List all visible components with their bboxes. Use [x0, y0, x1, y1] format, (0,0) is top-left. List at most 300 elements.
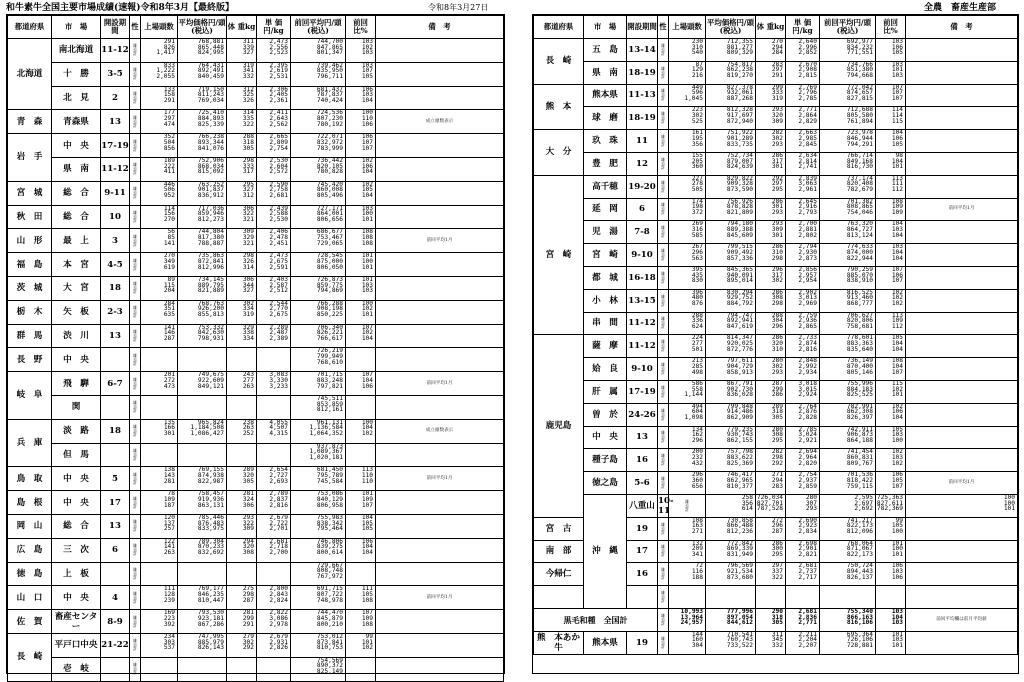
ratio-cell-value: 102 — [361, 644, 373, 652]
ratio-cell-value: 102 — [891, 459, 903, 467]
sex-label: 雄 — [133, 400, 137, 406]
ratio-cell-value: 108 — [891, 197, 903, 205]
ratio-cell — [876, 380, 906, 403]
ratio-cell-value: 99 — [365, 632, 373, 640]
market-cell: 球 磨 — [584, 107, 627, 130]
market-cell: 串 間 — [584, 312, 627, 335]
price-cell-value: 749,675 — [197, 371, 224, 379]
unit-price-cell-value — [257, 669, 288, 675]
ratio-cell-value: 115 — [891, 117, 903, 125]
previous-price-cell-value: 742,911 — [846, 425, 873, 433]
price-cell — [178, 62, 227, 86]
sex-label: 雄 — [133, 638, 137, 644]
previous-price-cell-value: 822,173 — [846, 550, 873, 558]
count-cell — [669, 84, 706, 107]
ratio-cell-value: 101 — [891, 391, 903, 399]
price-cell-value: 884,893 — [197, 115, 224, 123]
weight-cell-value: 263 — [242, 382, 254, 390]
previous-price-cell-value: 753,086 — [316, 490, 343, 498]
previous-price-cell-value: 787,837 — [316, 91, 343, 99]
price-cell-value: 777,996 — [726, 607, 753, 615]
price-cell — [706, 39, 756, 62]
weight-cell — [227, 491, 257, 515]
sex-label: 雄 — [133, 614, 137, 620]
period-cell — [101, 657, 130, 681]
sex-label: 計 — [685, 506, 689, 512]
market-cell: 宮 古 — [534, 517, 584, 540]
unit-price-cell — [257, 348, 291, 372]
ratio-cell — [346, 39, 376, 63]
price-cell — [178, 110, 227, 134]
previous-price-cell — [291, 62, 346, 86]
ratio-cell — [346, 419, 376, 443]
weight-cell-value: 306 — [242, 204, 254, 212]
price-cell-value: 824,995 — [197, 49, 224, 57]
unit-price-cell-value: 2,785 — [798, 94, 817, 102]
weight-cell-value: 334 — [242, 334, 254, 342]
table-row — [8, 443, 504, 467]
unit-price-cell — [257, 538, 291, 562]
table-row — [534, 403, 1018, 426]
count-cell-value: 85 — [167, 234, 175, 242]
price-cell-value: 923,181 — [197, 614, 224, 622]
sex-label: 計 — [133, 75, 137, 81]
count-cell-value — [141, 360, 175, 366]
price-cell — [706, 221, 756, 244]
count-cell — [669, 380, 706, 403]
ratio-cell-value: 102 — [361, 156, 373, 164]
ratio-cell-value: 108 — [361, 620, 373, 628]
previous-price-cell — [291, 467, 346, 491]
weight-cell-value: 294 — [771, 476, 783, 484]
remarks-cell — [376, 657, 504, 681]
col-market: 市 場 — [584, 16, 627, 39]
ratio-cell-value: 107 — [361, 138, 373, 146]
count-cell — [669, 221, 706, 244]
sex-label: 雄 — [661, 635, 665, 641]
sex-cell — [130, 538, 141, 562]
price-cell — [178, 395, 227, 419]
count-cell-value: 301 — [163, 430, 175, 438]
ratio-cell — [346, 348, 376, 372]
count-cell-value: 108 — [691, 516, 703, 524]
count-cell-value — [141, 669, 175, 675]
previous-price-cell — [291, 253, 346, 277]
sex-label: 雄 — [133, 43, 137, 49]
sex-cell — [130, 110, 141, 134]
remarks-cell — [906, 312, 1018, 335]
previous-price-cell-value: 883,363 — [846, 340, 873, 348]
weight-cell — [227, 181, 257, 205]
prefecture-cell: 青 森 — [8, 110, 52, 134]
sex-cell — [130, 633, 141, 657]
previous-price-cell-value: 681,450 — [316, 466, 343, 474]
sex-label: 雄 — [661, 407, 665, 413]
previous-price-cell-value: 754,046 — [846, 208, 873, 216]
prefecture-cell: 岡 山 — [8, 514, 52, 538]
sex-label: 去 — [661, 388, 665, 394]
count-cell — [141, 443, 178, 467]
remarks-cell — [376, 562, 504, 586]
unit-price-cell-value: 2,361 — [269, 96, 288, 104]
weight-cell-value: 296 — [771, 322, 783, 330]
count-cell-value: 169 — [163, 609, 175, 617]
sex-label: 計 — [661, 347, 665, 353]
prefecture-cell: 沖 縄 — [584, 494, 627, 608]
ratio-cell-value: 104 — [891, 613, 903, 621]
ratio-cell-value: 101 — [361, 311, 373, 319]
market-cell: 総 合 — [52, 205, 101, 229]
previous-price-cell-value: 755,996 — [846, 379, 873, 387]
price-cell — [178, 324, 227, 348]
period-cell: 4-5 — [101, 253, 130, 277]
previous-price-cell-value: 1,020,181 — [309, 453, 343, 461]
period-cell — [627, 586, 658, 609]
remarks-cell — [376, 39, 504, 63]
ratio-cell-value: 104 — [891, 248, 903, 256]
unit-price-cell — [257, 395, 291, 419]
ratio-cell-value: 103 — [891, 454, 903, 462]
price-cell-value: 845,365 — [726, 265, 753, 273]
weight-cell-value: 281 — [242, 490, 254, 498]
sex-label: 計 — [133, 146, 137, 152]
count-cell-value: 356 — [691, 140, 703, 148]
ratio-cell-value: 101 — [891, 630, 903, 638]
unit-price-cell — [786, 335, 820, 358]
weight-cell-value: 286 — [771, 243, 783, 251]
ratio-cell-value: 103 — [891, 60, 903, 68]
unit-price-cell-value: 2,934 — [798, 368, 817, 376]
sex-label: 雄 — [661, 270, 665, 276]
previous-price-cell-value: 906,873 — [846, 431, 873, 439]
sex-label: 雄 — [133, 305, 137, 311]
prefecture-cell: 長 崎 — [8, 633, 52, 681]
right-table-header — [534, 16, 1018, 39]
previous-price-cell-value: 778,601 — [846, 334, 873, 342]
ratio-cell-value: 104 — [891, 345, 903, 353]
previous-price-cell-value: 692,977 — [846, 38, 873, 45]
sex-label: 計 — [661, 324, 665, 330]
unit-price-cell — [786, 266, 820, 289]
unit-price-cell-value: 2,996 — [798, 43, 817, 51]
price-cell — [178, 514, 227, 538]
count-cell-value: 111 — [163, 585, 175, 593]
previous-price-cell-value: 766,714 — [846, 151, 873, 159]
unit-price-cell-value: 2,473 — [269, 252, 288, 260]
previous-price-cell-value: 726,106 — [846, 636, 873, 644]
table-row — [534, 198, 1018, 221]
unit-price-cell — [257, 157, 291, 181]
previous-price-cell-value: 835,950 — [316, 67, 343, 75]
previous-price-cell-value: 729,667 — [316, 561, 343, 569]
ratio-cell-value: 106 — [891, 134, 903, 142]
unit-price-cell — [786, 426, 820, 449]
weight-cell-value: 314 — [242, 263, 254, 271]
unit-price-cell-value: 2,722 — [269, 519, 288, 527]
previous-price-cell-value: 780,828 — [316, 168, 343, 176]
price-cell-value: 862,155 — [726, 436, 753, 444]
count-cell-value: 356 — [741, 499, 753, 507]
table-row — [8, 586, 504, 610]
unit-price-cell-value: 2,698 — [798, 539, 817, 547]
sex-label: 去 — [133, 547, 137, 553]
ratio-cell-value: 100 — [891, 436, 903, 444]
price-cell-value: 756,926 — [726, 197, 753, 205]
count-cell — [669, 289, 706, 312]
previous-price-cell-value: 728,881 — [846, 642, 873, 650]
table-row — [534, 61, 1018, 84]
table-row — [8, 39, 504, 63]
ratio-cell — [346, 229, 376, 253]
sex-label: 去 — [661, 229, 665, 235]
price-cell-value: 889,795 — [197, 281, 224, 289]
weight-cell-value: 287 — [771, 379, 783, 387]
ratio-cell — [876, 608, 906, 631]
table-row — [8, 181, 504, 205]
weight-cell-value: 333 — [242, 162, 254, 170]
count-cell — [669, 449, 706, 472]
sex-label: 計 — [661, 529, 665, 535]
weight-cell-value: 281 — [242, 609, 254, 617]
table-row — [534, 266, 1018, 289]
sex-cell — [658, 130, 669, 153]
count-cell — [669, 198, 706, 221]
ratio-cell-value: 105 — [891, 49, 903, 57]
price-cell — [178, 348, 227, 372]
ratio-cell-value: 107 — [361, 67, 373, 75]
unit-price-cell — [257, 229, 291, 253]
unit-price-cell-value: 2,697 — [854, 499, 873, 507]
sex-label: 雄 — [661, 65, 665, 71]
price-cell-value: 827,378 — [726, 83, 753, 91]
col-weight: 体 重kg — [227, 16, 257, 39]
price-cell-value: 812,236 — [726, 528, 753, 536]
count-cell-value: 1,417 — [156, 49, 175, 57]
price-cell-value: 726,034 — [756, 493, 783, 501]
remarks-cell: 前回平均1月 — [906, 198, 1018, 221]
ratio-cell-value: 103 — [361, 61, 373, 69]
count-cell-value: 162 — [691, 431, 703, 439]
price-cell — [706, 358, 756, 381]
weight-cell-value: 322 — [242, 210, 254, 218]
col-note: 備 考 — [376, 16, 504, 39]
sex-label: 去 — [133, 47, 137, 53]
previous-price-cell — [291, 491, 346, 515]
count-cell-value: 155 — [691, 151, 703, 159]
count-cell-value: 204 — [163, 287, 175, 295]
department-label: 全農 畜産生産部 — [924, 3, 997, 13]
price-cell — [706, 335, 756, 358]
sex-label: 計 — [661, 484, 665, 490]
price-cell-value: 764,431 — [197, 61, 224, 69]
count-cell-value: 177 — [163, 109, 175, 117]
price-cell-value: 919,936 — [197, 495, 224, 503]
table-row — [8, 538, 504, 562]
previous-price-cell-value: 809,767 — [846, 459, 873, 467]
count-cell-value: 10,993 — [680, 607, 703, 615]
weight-cell-value: 280 — [805, 493, 817, 501]
period-cell: 6-7 — [101, 372, 130, 396]
count-cell-value: 585 — [691, 231, 703, 239]
ratio-cell — [876, 266, 906, 289]
price-cell-value: 733,522 — [726, 642, 753, 650]
period-cell: 11-12 — [101, 39, 130, 63]
sex-cell — [130, 39, 141, 63]
prefecture-cell: 岐 阜 — [8, 372, 52, 420]
count-cell — [669, 107, 706, 130]
price-cell — [706, 608, 756, 631]
prefecture-cell: 岩 手 — [8, 134, 52, 182]
ratio-cell-value: 106 — [891, 271, 903, 279]
price-cell-value: 817,380 — [197, 234, 224, 242]
sex-label: 計 — [133, 170, 137, 176]
unit-price-cell-value: 2,764 — [798, 402, 817, 410]
count-cell-value: 78 — [167, 490, 175, 498]
previous-price-cell-value: 805,496 — [316, 192, 343, 200]
table-row — [534, 449, 1018, 472]
count-cell-value: 474 — [163, 120, 175, 128]
previous-price-cell-value: 726,873 — [316, 275, 343, 283]
previous-price-cell-value: 724,536 — [316, 109, 343, 117]
period-cell: 4 — [101, 586, 130, 610]
weight-cell-value: 341 — [242, 67, 254, 75]
count-cell — [141, 276, 178, 300]
count-cell-value: 272 — [163, 376, 175, 384]
ratio-cell — [876, 426, 906, 449]
unit-price-cell — [257, 514, 291, 538]
price-cell — [178, 586, 227, 610]
count-cell-value: 166 — [163, 424, 175, 432]
previous-price-cell-value: 726,219 — [316, 347, 343, 355]
weight-cell — [227, 110, 257, 134]
count-cell-value — [141, 407, 175, 413]
weight-cell — [756, 289, 786, 312]
price-cell-value: 881,277 — [726, 43, 753, 51]
price-cell-value: 865,448 — [197, 43, 224, 51]
previous-price-cell-value: 766,617 — [316, 334, 343, 342]
ratio-cell — [346, 324, 376, 348]
unit-price-cell — [786, 563, 820, 586]
count-cell-value: 1,222 — [156, 67, 175, 75]
sex-label: 去 — [133, 428, 137, 434]
sex-label: 雄 — [661, 430, 665, 436]
period-cell: 11-12 — [627, 312, 658, 335]
count-cell — [669, 631, 706, 654]
unit-price-cell-value: 2,931 — [269, 638, 288, 646]
count-cell-value: 141 — [163, 323, 175, 331]
count-cell-value: 302 — [691, 112, 703, 120]
previous-price-cell-value: 783,999 — [316, 144, 343, 152]
previous-price-cell-value: 812,161 — [316, 406, 343, 414]
market-cell: 三 次 — [52, 538, 101, 562]
price-cell-value: 831,949 — [726, 550, 753, 558]
price-cell-value: 866,488 — [726, 522, 753, 530]
market-cell: 都 城 — [584, 266, 627, 289]
previous-price-cell-value: 874,657 — [846, 89, 873, 97]
col-sex: 性 — [130, 16, 141, 39]
market-cell: 玖 珠 — [584, 130, 627, 153]
ratio-cell-value: 109 — [361, 614, 373, 622]
price-cell-value: 885,979 — [197, 638, 224, 646]
unit-price-cell-value: 2,478 — [269, 234, 288, 242]
period-cell: 11 — [627, 130, 658, 153]
remarks-cell: 前回平均1月 — [376, 229, 504, 253]
weight-cell-value: 252 — [242, 430, 254, 438]
unit-price-cell-value: 2,816 — [269, 501, 288, 509]
unit-price-cell-value: 2,604 — [269, 162, 288, 170]
ratio-cell-value: 104 — [361, 424, 373, 432]
previous-price-cell-value: 839,275 — [316, 543, 343, 551]
table-row — [8, 324, 504, 348]
previous-price-cell-value: 850,225 — [316, 311, 343, 319]
previous-price-cell-value: 701,536 — [846, 471, 873, 479]
count-cell — [669, 426, 706, 449]
count-cell-value: 1,045 — [684, 94, 703, 102]
weight-cell — [756, 517, 786, 540]
price-cell-value: 904,729 — [726, 362, 753, 370]
weight-cell-value: 318 — [771, 408, 783, 416]
previous-price-cell-value: 745,511 — [316, 394, 343, 402]
price-cell-value: 844,612 — [726, 619, 753, 627]
count-cell-value: 619 — [163, 263, 175, 271]
ratio-cell-value: 107 — [891, 482, 903, 490]
unit-price-cell-value: 2,741 — [798, 163, 817, 171]
previous-price-cell-value: 767,972 — [316, 572, 343, 580]
ratio-cell-value: 106 — [891, 573, 903, 581]
count-cell-value: 624 — [691, 322, 703, 330]
period-cell: 13 — [101, 514, 130, 538]
sex-label: 計 — [661, 575, 665, 581]
count-cell-value: 352 — [163, 133, 175, 141]
remarks-cell — [906, 586, 1018, 609]
unit-price-cell-value — [257, 455, 288, 461]
price-cell-value: 797,611 — [726, 357, 753, 365]
sex-label: 雄 — [133, 543, 137, 549]
remarks-cell — [906, 631, 1018, 654]
weight-cell-value: 317 — [771, 157, 783, 165]
weight-cell-value: 291 — [242, 620, 254, 628]
price-cell-value: 815,092 — [197, 168, 224, 176]
ratio-cell-value: 105 — [361, 525, 373, 533]
sex-label: 去 — [133, 166, 137, 172]
price-cell-value: 809,329 — [726, 49, 753, 57]
price-cell-value: 872,776 — [726, 345, 753, 353]
prefecture-cell: 長 崎 — [534, 39, 584, 85]
weight-cell-value: 345 — [771, 636, 783, 644]
sex-label: 去 — [133, 237, 137, 243]
market-cell — [534, 586, 584, 609]
previous-price-cell-value: 736,149 — [846, 357, 873, 365]
previous-price-cell-value: 834,232 — [846, 43, 873, 51]
price-cell-value: 1,086,427 — [190, 430, 224, 438]
unit-price-cell-value: 4,507 — [269, 424, 288, 432]
unit-price-cell-value: 2,789 — [269, 490, 288, 498]
sex-cell — [658, 586, 669, 609]
ratio-cell — [346, 443, 376, 467]
table-row — [534, 312, 1018, 335]
remarks-cell — [906, 335, 1018, 358]
weight-cell-value: 334 — [242, 305, 254, 313]
price-cell-value: 863,131 — [197, 501, 224, 509]
unit-price-cell-value: 2,828 — [798, 414, 817, 422]
col-ratio: 前回比% — [346, 16, 376, 39]
weight-cell-value: 309 — [242, 525, 254, 533]
count-cell — [669, 608, 706, 631]
weight-cell — [756, 608, 786, 631]
previous-price-cell — [291, 372, 346, 396]
sex-label: 去 — [133, 261, 137, 267]
table-row — [8, 610, 504, 634]
